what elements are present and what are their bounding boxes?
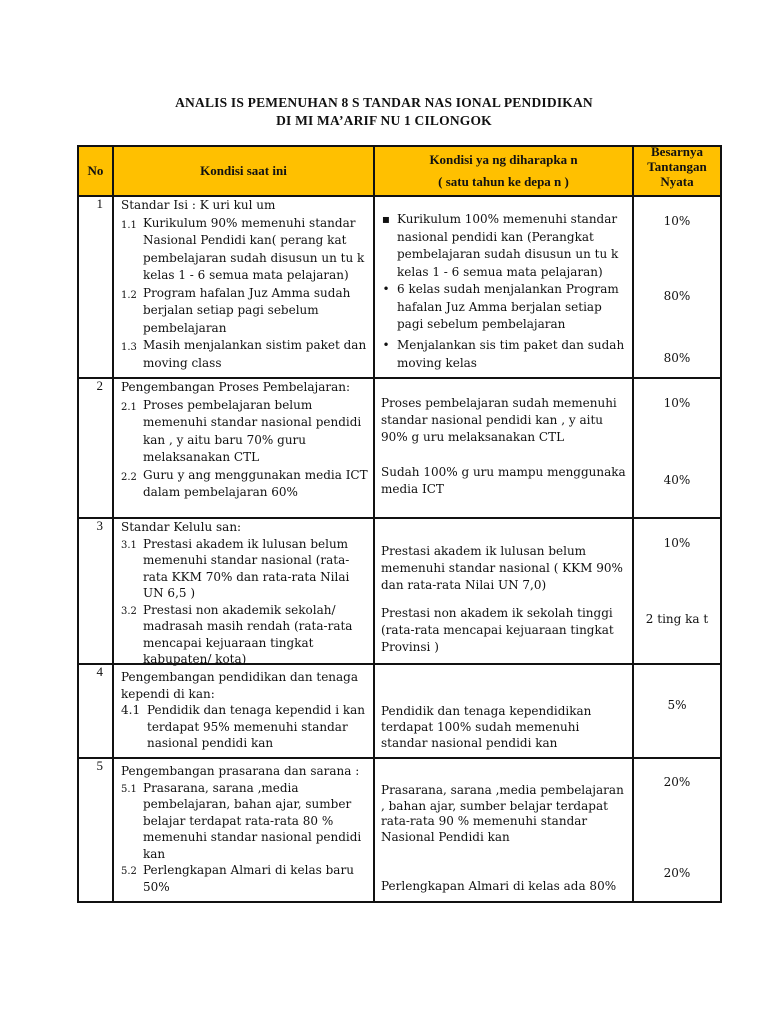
challenge-value: 20% — [663, 866, 691, 880]
challenge-value: 80% — [663, 351, 691, 365]
table-row — [79, 759, 720, 903]
expected-text: Prasarana, sarana ,media pembelajaran , bahan ajar, sumber belajar terdapat rata-rata 90 % memenuhi standar Nasional Pendidi kan — [381, 783, 624, 844]
header-challenge-line3: Nyata — [660, 174, 694, 189]
row-heading: Pengembangan Proses Pembelajaran: — [121, 380, 351, 394]
header-expected-condition — [375, 147, 634, 195]
expected-condition-cell — [375, 197, 634, 377]
expected-text: 6 kelas sudah menjalankan Program hafalan Juz Amma berjalan setiap pagi sebelum pembelajaran — [397, 282, 619, 331]
list-item — [121, 602, 369, 668]
document-title-line1: ANALIS IS PEMENUHAN 8 S TANDAR NAS IONAL PENDIDIKAN — [175, 95, 593, 110]
list-item — [121, 780, 369, 863]
list-item — [121, 397, 369, 467]
row-heading: Pengembangan pendidikan dan tenaga kependi di kan: — [121, 670, 359, 701]
item-number: 3.2 — [121, 605, 137, 617]
challenge-cell — [634, 759, 720, 903]
row-number: 2 — [79, 379, 114, 517]
bullet-icon: ▪ — [381, 212, 391, 226]
expected-text: Kurikulum 100% memenuhi standar nasional pendidi kan (Perangkat pembelajaran sudah disusun un tu k kelas 1 - 6 semua mata pelajaran) — [397, 212, 619, 279]
item-text: Prestasi non akademik sekolah/ madrasah masih rendah (rata-rata mencapai kejuaraan tingkat kabupaten/ kota) — [143, 602, 353, 666]
row-number: 5 — [79, 759, 114, 903]
current-condition-cell — [114, 197, 375, 377]
challenge-cell — [634, 197, 720, 377]
item-number: 3.1 — [121, 539, 137, 551]
expected-item — [375, 281, 630, 334]
row-heading: Pengembangan prasarana dan sarana : — [121, 764, 360, 778]
table-row — [79, 379, 720, 519]
challenge-value: 5% — [667, 698, 687, 712]
list-item — [121, 215, 369, 285]
row-heading: Standar Isi : K uri kul um — [121, 198, 276, 212]
table-row — [79, 665, 720, 759]
expected-condition-cell — [375, 665, 634, 757]
item-number: 2.1 — [121, 401, 137, 413]
challenge-value: 80% — [663, 289, 691, 303]
item-text: Masih menjalankan sistim paket dan moving class — [143, 338, 367, 370]
header-expected-line1: Kondisi ya ng diharapka n — [429, 152, 578, 167]
current-condition-cell — [114, 519, 375, 666]
row-number: 4 — [79, 665, 114, 757]
list-item — [121, 337, 369, 372]
item-text: Kurikulum 90% memenuhi standar Nasional Pendidi kan( perang kat pembelajaran sudah disusun un tu k kelas 1 - 6 semua mata pelajaran) — [143, 215, 365, 282]
item-number: 1.2 — [121, 289, 137, 301]
table-row — [79, 197, 720, 379]
expected-condition-cell — [375, 759, 634, 903]
item-text: Prasarana, sarana ,media pembelajaran, bahan ajar, sumber belajar terdapat rata-rata 80 % memenuhi standar nasional pendidi kan — [143, 780, 362, 861]
list-item — [121, 702, 369, 752]
challenge-value: 20% — [663, 775, 691, 789]
row-number: 1 — [79, 197, 114, 377]
header-expected-line2: ( satu tahun ke depa n ) — [438, 174, 569, 189]
expected-text: Sudah 100% g uru mampu menggunaka media ICT — [381, 465, 626, 496]
challenge-value: 2 ting ka t — [645, 612, 709, 626]
challenge-value: 10% — [663, 536, 691, 550]
header-challenge — [634, 144, 720, 195]
challenge-cell — [634, 665, 720, 757]
list-item — [121, 285, 369, 338]
item-number: 5.2 — [121, 866, 137, 877]
item-text: Guru y ang menggunakan media ICT dalam pembelajaran 60% — [143, 467, 368, 499]
row-heading: Standar Kelulu san: — [121, 520, 242, 534]
item-number: 4.1 — [121, 703, 141, 717]
expected-text: Prestasi akadem ik lulusan belum memenuhi standar nasional ( KKM 90% dan rata-rata Nilai UN 7,0) — [381, 544, 623, 592]
current-condition-cell — [114, 665, 375, 757]
table-row — [79, 519, 720, 665]
bullet-icon: • — [382, 282, 390, 296]
expected-item — [375, 211, 630, 281]
header-no: No — [79, 147, 114, 195]
item-text: Perlengkapan Almari di kelas baru 50% — [143, 863, 354, 894]
challenge-cell — [634, 519, 720, 663]
list-item — [121, 467, 369, 502]
expected-text: Prestasi non akadem ik sekolah tinggi (rata-rata mencapai kejuaraan tingkat Provinsi ) — [381, 606, 614, 654]
item-number: 5.1 — [121, 783, 137, 795]
list-item — [121, 536, 369, 602]
item-number: 2.2 — [121, 471, 137, 483]
item-number: 1.3 — [121, 342, 137, 353]
bullet-icon: • — [382, 338, 390, 352]
challenge-value: 10% — [663, 396, 691, 410]
challenge-value: 10% — [663, 214, 691, 228]
expected-text: Pendidik dan tenaga kependidikan terdapat 100% sudah memenuhi standar nasional pendidi kan — [381, 704, 592, 750]
document-title-line2: DI MI MA’ARIF NU 1 CILONGOK — [276, 113, 492, 128]
expected-condition-cell — [375, 519, 634, 663]
expected-condition-cell — [375, 379, 634, 517]
header-challenge-line1: Besarnya — [651, 144, 703, 159]
expected-text: Proses pembelajaran sudah memenuhi standar nasional pendidi kan , y aitu 90% g uru melaksanakan CTL — [381, 396, 617, 444]
item-text: Proses pembelajaran belum memenuhi standar nasional pendidi kan , y aitu baru 70% guru melaksanakan CTL — [143, 397, 362, 464]
header-challenge-line2: Tantangan — [647, 159, 707, 174]
list-item — [121, 862, 369, 895]
expected-text: Menjalankan sis tim paket dan sudah moving kelas — [397, 338, 625, 370]
expected-item — [375, 337, 630, 372]
expected-text: Perlengkapan Almari di kelas ada 80% — [381, 879, 617, 893]
header-current-condition: Kondisi saat ini — [114, 147, 375, 195]
item-text: Pendidik dan tenaga kependid i kan terdapat 95% memenuhi standar nasional pendidi kan — [147, 703, 366, 750]
current-condition-cell — [114, 759, 375, 903]
row-number: 3 — [79, 519, 114, 663]
challenge-value: 40% — [663, 473, 691, 487]
item-number: 1.1 — [121, 219, 137, 231]
table-header-row — [79, 144, 720, 197]
item-text: Program hafalan Juz Amma sudah berjalan setiap pagi sebelum pembelajaran — [143, 285, 351, 335]
analysis-table — [77, 145, 722, 903]
item-text: Prestasi akadem ik lulusan belum memenuhi standar nasional (rata-rata KKM 70% dan rata-rata Nilai UN 6,5 ) — [143, 536, 350, 600]
current-condition-cell — [114, 379, 375, 517]
challenge-cell — [634, 379, 720, 517]
